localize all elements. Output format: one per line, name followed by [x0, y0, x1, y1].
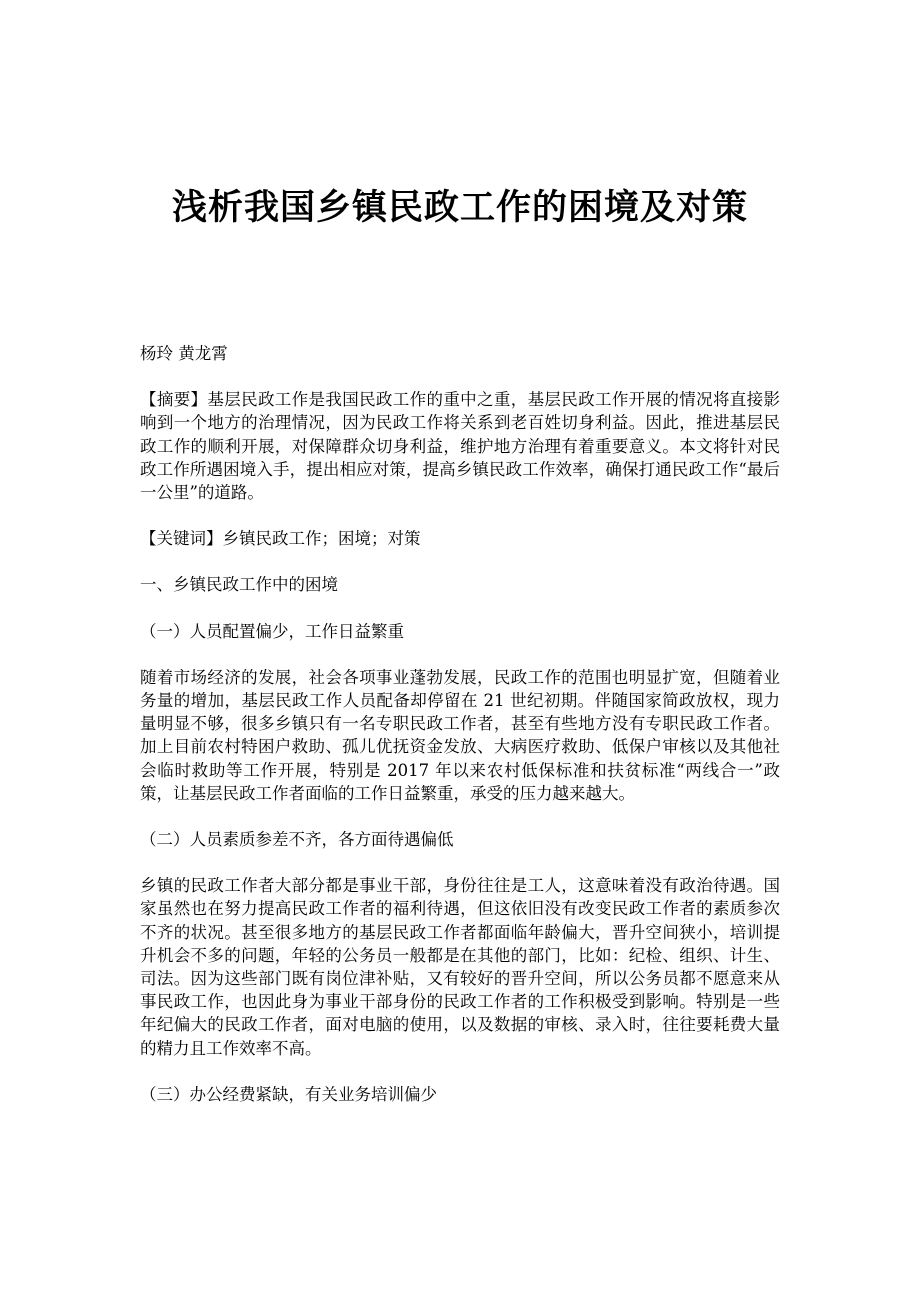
subsection-paragraph-2: 乡镇的民政工作者大部分都是事业干部，身份往往是工人，这意味着没有政治待遇。国家虽然也在努力提高民政工作者的福利待遇，但这依旧没有改变民政工作者的素质参次不齐的状况。甚至很多地方的基层民政工作者都面临年龄偏大，晋升空间狭小，培训提升机会不多的问题，年轻的公务员一般都是在其他的部门，比如：纪检、组织、计生、司法。因为这些部门既有岗位津补贴，又有较好的晋升空间，所以公务员都不愿意来从事民政工作，也因此身为事业干部身份的民政工作者的工作积极受到影响。特别是一些年纪偏大的民政工作者，面对电脑的使用，以及数据的审核、录入时，往往要耗费大量的精力且工作效率不高。 [140, 876, 780, 1058]
subsection-heading-2: （二）人员素质参差不齐，各方面待遇偏低 [140, 830, 454, 850]
authors-line: 杨玲 黄龙霄 [140, 344, 228, 363]
subsection-heading-1: （一）人员配置偏少，工作日益繁重 [140, 621, 404, 641]
document-title: 浅析我国乡镇民政工作的困境及对策 [171, 187, 748, 228]
document-body [140, 342, 780, 1129]
subsection-paragraph-1: 随着市场经济的发展，社会各项事业蓬勃发展，民政工作的范围也明显扩宽，但随着业务量的增加，基层民政工作人员配备却停留在 21 世纪初期。伴随国家简政放权，现力量明显不够，很多乡镇只有一名专职民政工作者，甚至有些地方没有专职民政工作者。加上目前农村特困户救助、孤儿优抚资金发放、大病医疗救助、低保户审核以及其他社会临时救助等工作开展，特别是 2017 年以来农村低保标准和扶贫标准“两线合一”政策，让基层民政工作者面临的工作日益繁重，承受的压力越来越大。 [140, 667, 780, 803]
subsection-heading-3: （三）办公经费紧缺，有关业务培训偏少 [140, 1084, 437, 1104]
abstract-paragraph: 【摘要】基层民政工作是我国民政工作的重中之重，基层民政工作开展的情况将直接影响到一个地方的治理情况，因为民政工作将关系到老百姓切身利益。因此，推进基层民政工作的顺利开展，对保障群众切身利益，维护地方治理有着重要意义。本文将针对民政工作所遇困境入手，提出相应对策，提高乡镇民政工作效率，确保打通民政工作“最后一公里”的道路。 [140, 390, 780, 503]
section-heading-1: 一、乡镇民政工作中的困境 [140, 575, 338, 595]
keywords-line: 【关键词】乡镇民政工作；困境；对策 [140, 529, 421, 549]
